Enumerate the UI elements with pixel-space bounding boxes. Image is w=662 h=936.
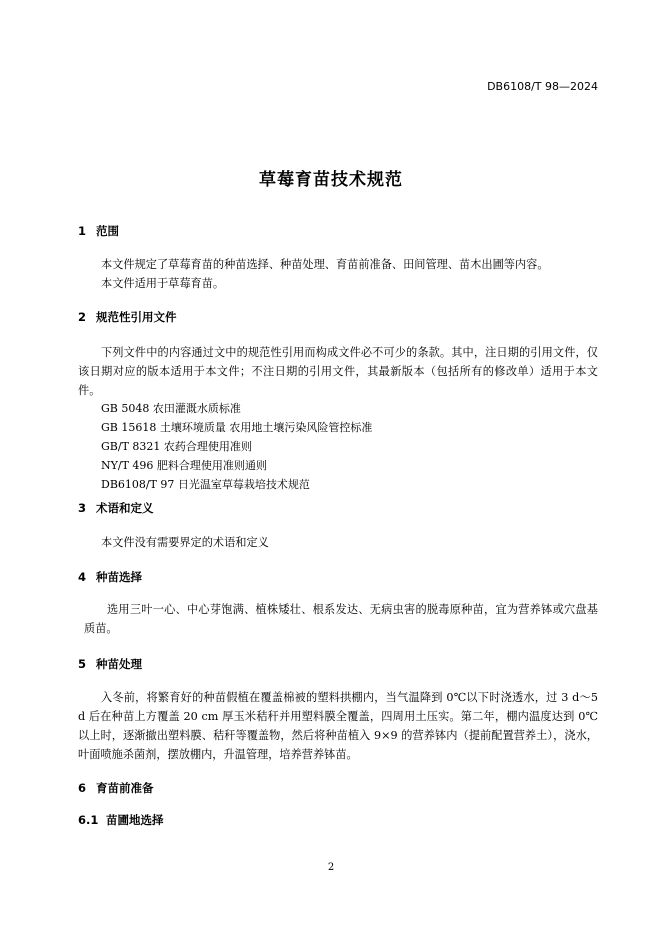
section-title: 术语和定义 (96, 501, 154, 515)
section-3-paragraph-1: 本文件没有需要界定的术语和定义 (101, 536, 269, 549)
section-2-heading (78, 309, 177, 325)
section-6-1-heading (78, 812, 164, 828)
section-3-heading (78, 500, 154, 516)
section-title: 规范性引用文件 (96, 310, 177, 324)
section-number: 5 (78, 657, 87, 671)
section-5-heading (78, 656, 142, 672)
section-1-heading (78, 223, 119, 239)
section-2-intro: 下列文件中的内容通过文中的规范性引用而构成文件必不可少的条款。其中，注日期的引用文件，仅该日期对应的版本适用于本文件；不注日期的引用文件，其最新版本（包括所有的修改单）适用于本文件。 (78, 346, 598, 397)
section-5-paragraph-1: 入冬前，将繁育好的种苗假植在覆盖棉被的塑料拱棚内，当气温降到 0℃以下时浇透水，过 3 d～5 d 后在种苗上方覆盖 20 cm 厚玉米秸秆并用塑料膜全覆盖，四周用土压实。第二年，棚内温度达到 0℃以上时，逐渐撤出塑料膜、秸秆等覆盖物，然后将种苗植入 9×9 的营养钵内（提前配置营养土），浇水，叶面喷施杀菌剂，摆放棚内，升温管理，培养营养钵苗。 (78, 691, 598, 761)
reference-item: DB6108/T 97 日光温室草莓栽培技术规范 (101, 478, 310, 491)
reference-item: GB 5048 农田灌溉水质标准 (101, 402, 241, 415)
reference-item: GB 15618 土壤环境质量 农用地土壤污染风险管控标准 (101, 421, 373, 434)
section-1-paragraph-1: 本文件规定了草莓育苗的种苗选择、种苗处理、育苗前准备、田间管理、苗木出圃等内容。 (101, 258, 549, 271)
section-4-paragraph-1: 选用三叶一心、中心芽饱满、植株矮壮、根系发达、无病虫害的脱毒原种苗，宜为营养钵或穴盘基质苗。 (84, 603, 598, 635)
document-title: 草莓育苗技术规范 (259, 170, 403, 190)
section-title: 种苗选择 (96, 570, 142, 584)
subsection-number: 6.1 (78, 813, 99, 827)
reference-item: NY/T 496 肥料合理使用准则通则 (101, 459, 267, 472)
document-number: DB6108/T 98—2024 (487, 80, 598, 93)
section-1-paragraph-2: 本文件适用于草莓育苗。 (101, 277, 225, 290)
section-number: 4 (78, 570, 87, 584)
section-title: 种苗处理 (96, 657, 142, 671)
section-title: 育苗前准备 (96, 781, 154, 795)
page-number: 2 (327, 862, 335, 873)
section-6-heading (78, 780, 154, 796)
reference-item: GB/T 8321 农药合理使用准则 (101, 440, 252, 453)
section-number: 1 (78, 224, 87, 238)
subsection-title: 苗圃地选择 (106, 813, 164, 827)
section-number: 6 (78, 781, 87, 795)
section-number: 3 (78, 501, 87, 515)
section-4-heading (78, 569, 142, 585)
section-title: 范围 (96, 224, 119, 238)
section-number: 2 (78, 310, 87, 324)
